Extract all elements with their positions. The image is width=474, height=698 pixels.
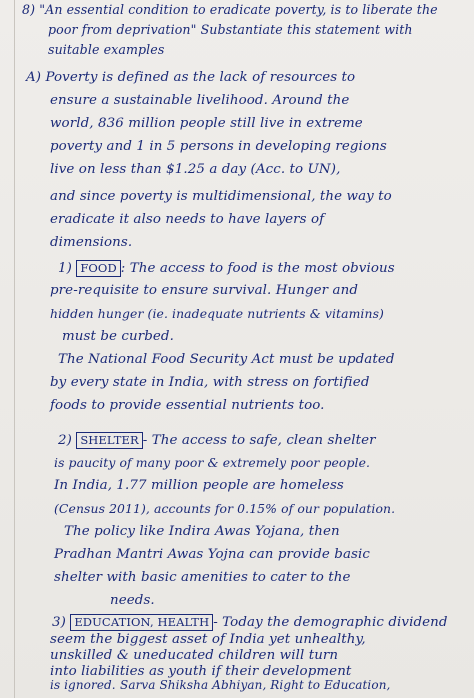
food-number: 1): [58, 261, 72, 276]
answer-line-7: eradicate it also needs to have layers of: [50, 212, 325, 227]
food-label-box: FOOD: [76, 260, 120, 277]
shelter-line-5: The policy like Indira Awas Yojana, then: [64, 524, 340, 539]
education-line-3: unskilled & uneducated children will turn: [50, 648, 339, 663]
shelter-line-6: Pradhan Mantri Awas Yojna can provide basic: [54, 547, 370, 562]
answer-line-1: A) Poverty is defined as the lack of resources to: [26, 70, 356, 85]
question-line-3: suitable examples: [48, 42, 165, 57]
education-line-4: into liabilities as youth if their development: [50, 664, 352, 679]
shelter-line-4: (Census 2011), accounts for 0.15% of our population.: [54, 501, 396, 516]
shelter-line-8: needs.: [110, 593, 155, 608]
education-number: 3): [52, 615, 66, 630]
shelter-label-box: SHELTER: [76, 432, 142, 449]
food-line-4: must be curbed.: [62, 329, 174, 344]
education-line-6: Sarva Shiksha Abhiyan, Right to Education,: [120, 678, 391, 692]
shelter-line-1: - The access to safe, clean shelter: [142, 433, 376, 448]
margin-rule: [14, 0, 15, 698]
food-line-3: hidden hunger (ie. inadequate nutrients & vitamins): [50, 306, 384, 321]
question-line-2: poor from deprivation" Substantiate this statement with: [48, 22, 413, 37]
shelter-line-2: is paucity of many poor & extremely poor people.: [54, 455, 371, 470]
education-line-5: is ignored.: [50, 678, 116, 692]
education-header: [52, 614, 448, 631]
shelter-line-7: shelter with basic amenities to cater to the: [54, 570, 351, 585]
answer-line-5: live on less than $1.25 a day (Acc. to UN),: [50, 162, 341, 177]
shelter-header: [58, 432, 376, 449]
food-line-6: by every state in India, with stress on fortified: [50, 375, 370, 390]
education-label-box: EDUCATION, HEALTH: [70, 614, 213, 631]
answer-line-8: dimensions.: [50, 235, 133, 250]
question-line-1: 8) "An essential condition to eradicate poverty, is to liberate the: [22, 2, 438, 17]
education-line-1: - Today the demographic dividend: [213, 615, 448, 630]
food-line-7: foods to provide essential nutrients too.: [50, 398, 325, 413]
answer-line-4: poverty and 1 in 5 persons in developing regions: [50, 139, 387, 154]
education-line-2: seem the biggest asset of India yet unhealthy,: [50, 632, 366, 647]
food-line-1: : The access to food is the most obvious: [120, 261, 395, 276]
answer-line-2: ensure a sustainable livelihood. Around the: [50, 93, 350, 108]
answer-line-6: and since poverty is multidimensional, the way to: [50, 189, 392, 204]
food-line-2: pre-requisite to ensure survival. Hunger and: [50, 283, 359, 298]
shelter-line-3: In India, 1.77 million people are homeless: [54, 478, 344, 493]
food-header: [58, 260, 395, 277]
food-line-5: The National Food Security Act must be updated: [58, 352, 395, 367]
shelter-number: 2): [58, 433, 72, 448]
answer-line-3: world, 836 million people still live in extreme: [50, 116, 363, 131]
